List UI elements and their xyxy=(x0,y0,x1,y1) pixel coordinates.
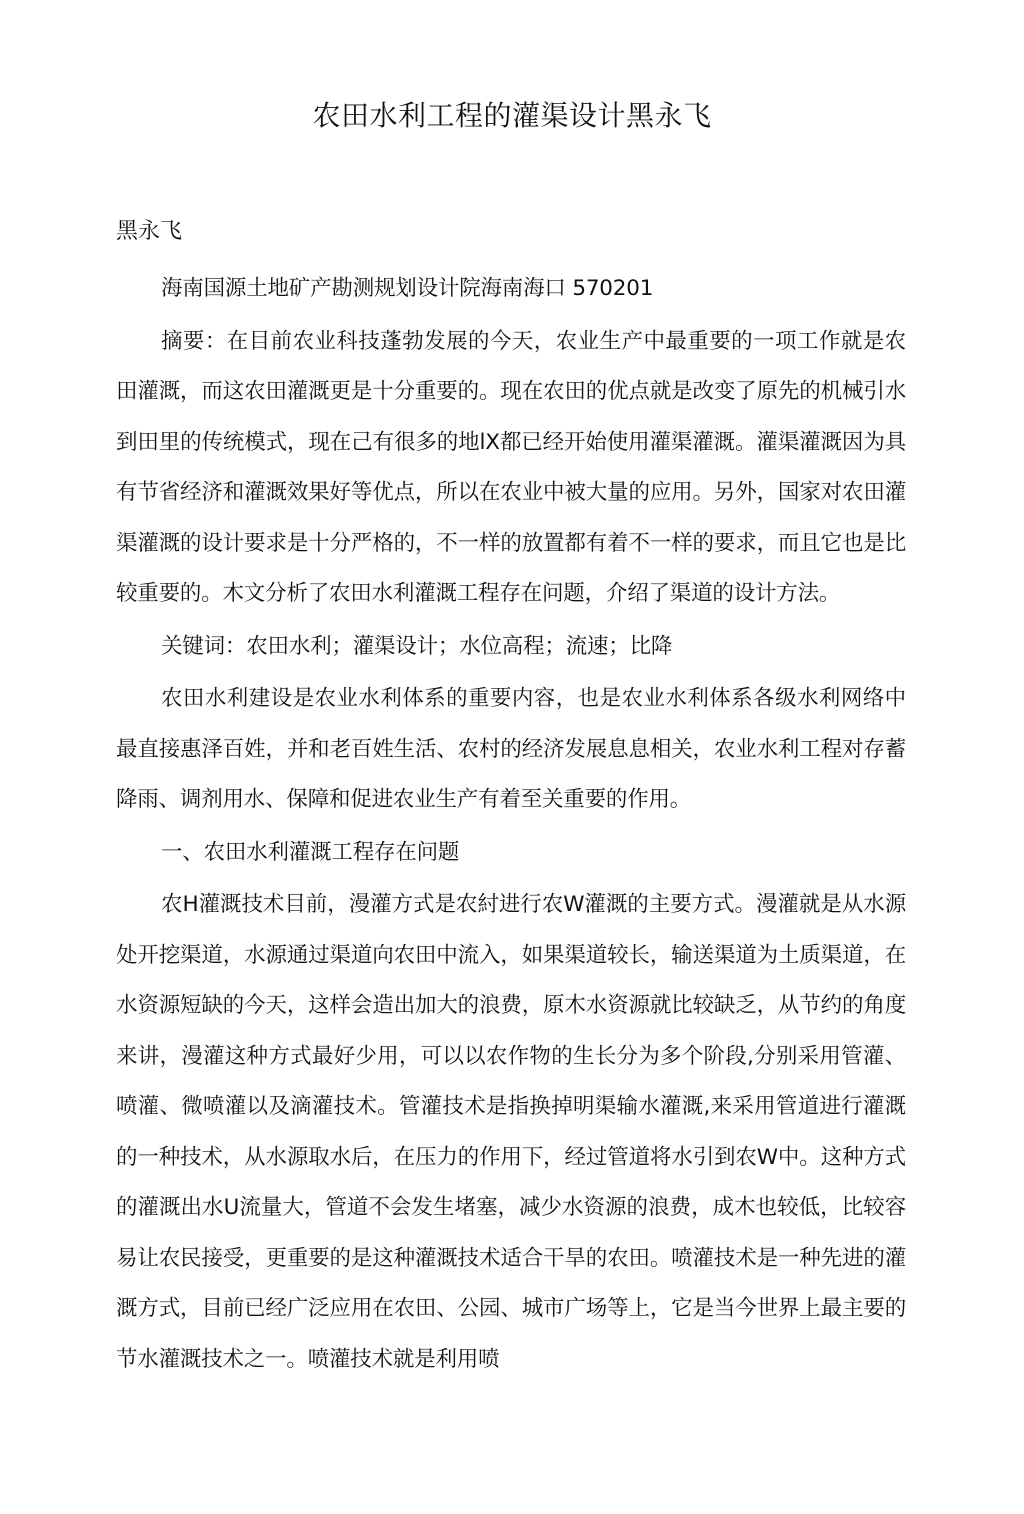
keywords-paragraph: 关键词：农田水利；灌渠设计；水位高程；流速；比降 xyxy=(161,633,673,659)
author-name: 黑永飞 xyxy=(116,219,183,244)
body-paragraph: 农H灌溉技术目前，漫灌方式是农紂进行农W灌溉的主要方式。漫灌就是从水源处开挖渠道，水源通过渠道向农田中流入，如果渠道较长，输送渠道为土质渠道，在水资源短缺的今天，这样会造出加大的浪费，原木水资源就比较缺乏，从节约的角度来讲，漫灌这种方式最好少用，可以以农作物的生长分为多个阶段,分别采用管灌、喷灌、微喷灌以及滴灌技术。管灌技术是指换掉明渠输水灌溉,来采用管道进行灌溉的一种技术，从水源取水后，在压力的作用下，经过管道将水引到农W中。这种方式的灌溉出水U流量大，管道不会发生堵塞，减少水资源的浪费，成木也较低，比较容易让农民接受，更重要的是这种灌溉技术适合干旱的农田。喷灌技术是一种先进的灌溉方式，目前已经广泛应用在农田、公园、城市广场等上，它是当今世界上最主要的节水灌溉技术之一。喷灌技术就是利用喷 xyxy=(116,892,906,1372)
affiliation-paragraph: 海南国源土地矿产勘测规划设计院海南海口 570201 xyxy=(161,276,654,301)
abstract-paragraph: 摘要：在目前农业科技蓬勃发展的今天，农业生产中最重要的一项工作就是农田灌溉，而这农田灌溉更是十分重要的。现在农田的优点就是改变了原先的机械引水到田里的传统模式，现在己有很多的地lX都已经开始使用灌渠灌溉。灌渠灌溉因为具有节省经济和灌溉效果好等优点，所以在农业中被大量的应用。另外，国家对农田灌渠灌溉的设计要求是十分严格的，不一样的放置都有着不一样的要求，而且它也是比较重要的。木文分析了农田水利灌溉工程存在问题，介绍了渠道的设计方法。 xyxy=(116,328,906,606)
document-body xyxy=(116,264,906,1387)
document-title: 农田水利工程的灌渠设计黑永飞 xyxy=(312,99,712,132)
intro-paragraph: 农田水利建设是农业水利体系的重要内容，也是农业水利体系各级水利网络中最直接惠泽百姓，并和老百姓生活、农村的经济发展息息相关，农业水利工程对存蓄降雨、调剂用水、保障和促进农业生产有着至关重要的作用。 xyxy=(116,686,906,812)
section-heading: 一、农田水利灌溉工程存在问题 xyxy=(161,839,460,865)
